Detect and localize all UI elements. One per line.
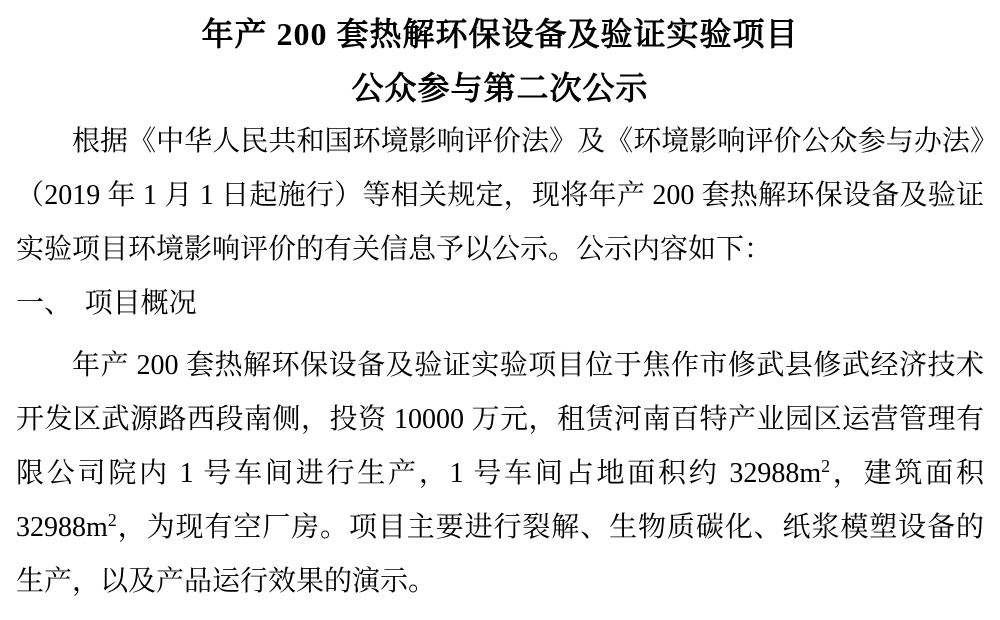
section-heading-project-overview (16, 277, 984, 331)
project-overview-paragraph (16, 339, 984, 609)
section-heading-label: 项目概况 (84, 288, 197, 319)
section-number: 一、 (16, 288, 73, 319)
square-meter-superscript-2: 2 (107, 510, 117, 530)
square-meter-superscript-1: 2 (821, 456, 831, 476)
intro-paragraph: 根据《中华人民共和国环境影响评价法》及《环境影响评价公众参与办法》（2019 年 1 月 1 日起施行）等相关规定，现将年产 200 套热解环保设备及验证实验项目环境影响评价的有关信息予以公示。公示内容如下： (16, 126, 984, 265)
overview-text-2: ，建筑面积 32988m (16, 458, 984, 543)
document-title (16, 7, 984, 115)
document-title-line-2: 公众参与第二次公示 (351, 70, 649, 106)
overview-text-1: 年产 200 套热解环保设备及验证实验项目位于焦作市修武县修武经济技术开发区武源路西段南侧，投资 10000 万元，租赁河南百特产业园区运营管理有限公司院内 1 号车间进行生产，1 号车间占地面积约 32988m (16, 350, 984, 489)
overview-text-3: ，为现有空厂房。项目主要进行裂解、生物质碳化、纸浆模塑设备的生产，以及产品运行效果的演示。 (16, 512, 984, 597)
document-title-line-1: 年产 200 套热解环保设备及验证实验项目 (201, 16, 799, 52)
